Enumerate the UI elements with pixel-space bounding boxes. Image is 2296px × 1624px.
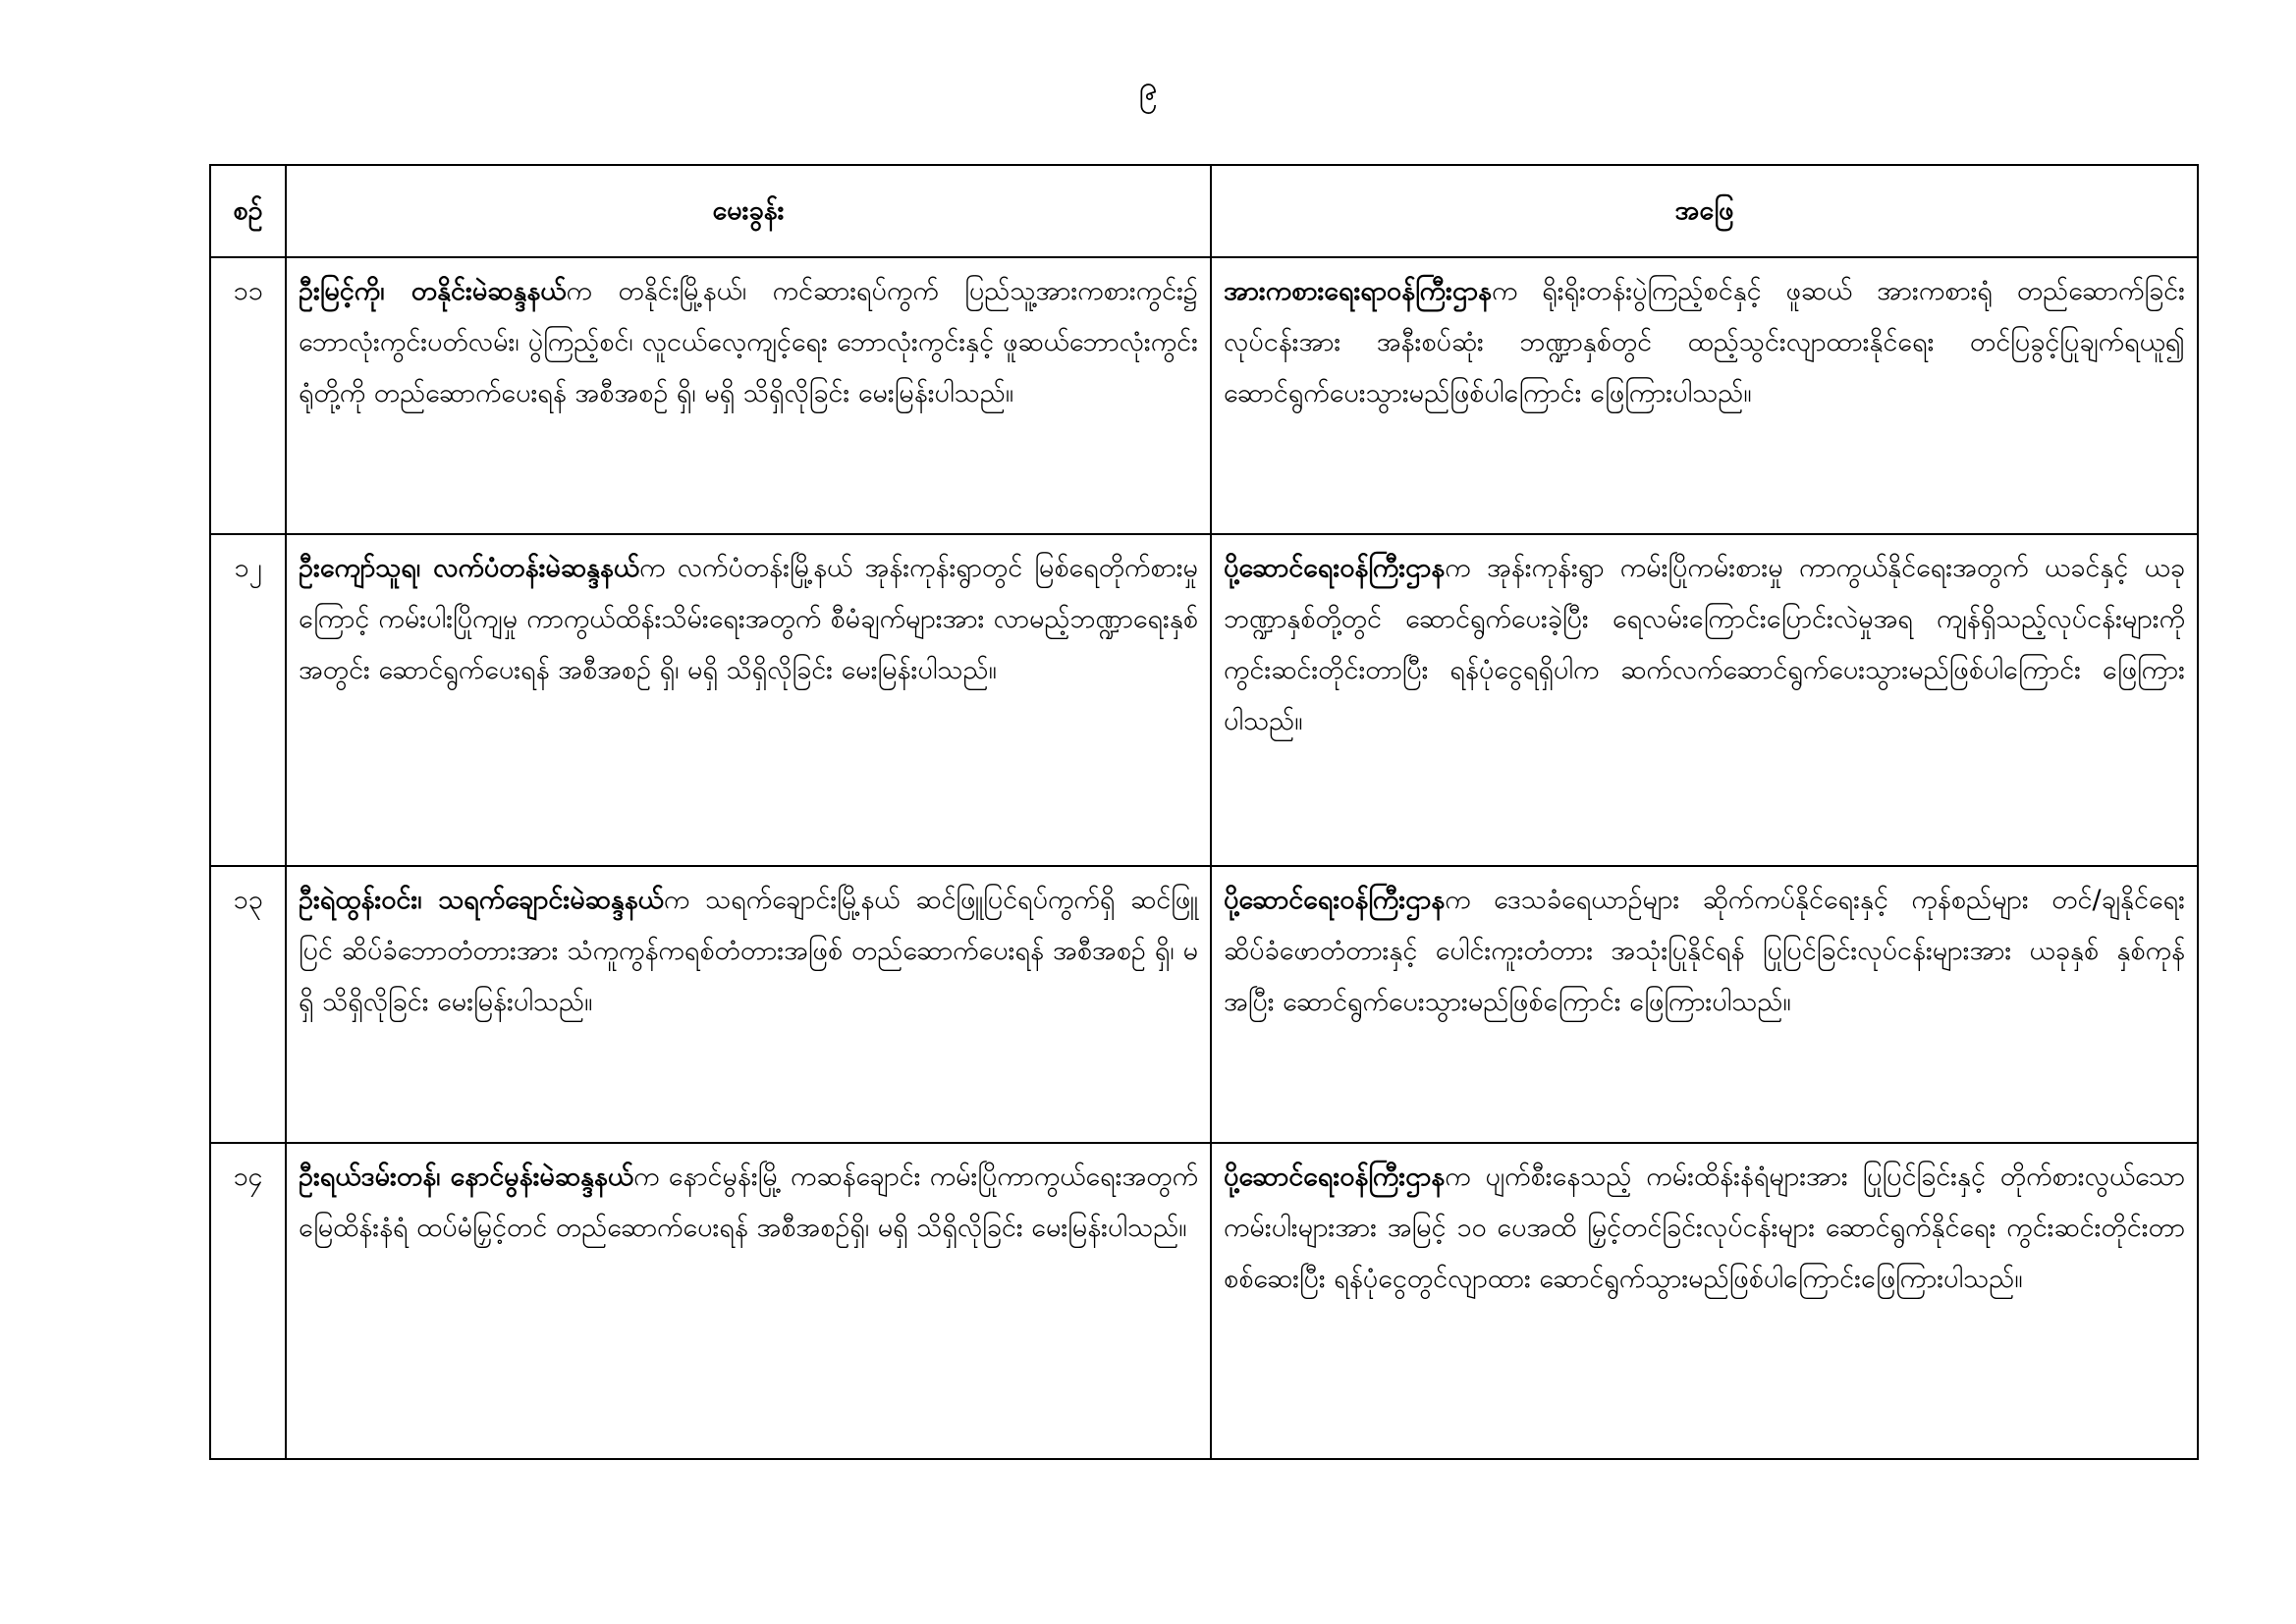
ministry-name: ပို့ဆောင်ရေးဝန်ကြီးဌာန <box>1224 885 1446 915</box>
answer-text: က ရိုးရိုးတန်းပွဲကြည့်စင်နှင့် ဖူဆယ် အားကစားရုံ တည်ဆောက်ခြင်းလုပ်ငန်းအား အနီးစပ်ဆုံး ဘဏ္ဍာနှစ်တွင် ထည့်သွင်းလျာထားနိုင်ရေး တင်ပြခွင့်ပြုချက်ရယူ၍ ဆောင်ရွက်ပေးသွားမည်ဖြစ်ပါကြောင်း ဖြေကြားပါသည်။ <box>1224 276 2185 408</box>
header-answer: အဖြေ <box>1211 165 2198 257</box>
question-text: က တနိုင်းမြို့နယ်၊ ကင်ဆားရပ်ကွက် ပြည်သူ့အားကစားကွင်း၌ ဘောလုံးကွင်းပတ်လမ်း၊ ပွဲကြည့်စင်၊ လူငယ်လေ့ကျင့်ရေး ဘောလုံးကွင်းနှင့် ဖူဆယ်ဘောလုံးကွင်းရုံတို့ကို တည်ဆောက်ပေးရန် အစီအစဉ် ရှိ၊ မရှိ သိရှိလိုခြင်း မေးမြန်းပါသည်။ <box>299 276 1198 408</box>
question-cell <box>286 534 1211 866</box>
answer-cell <box>1211 534 2198 866</box>
row-serial: ၁၃ <box>210 866 286 1143</box>
question-text: က နောင်မွန်းမြို့ ကဆန်ချောင်း ကမ်းပြိုကာကွယ်ရေးအတွက် မြေထိန်းနံရံ ထပ်မံမြှင့်တင် တည်ဆောက်ပေးရန် အစီအစဉ်ရှိ၊ မရှိ သိရှိလိုခြင်း မေးမြန်းပါသည်။ <box>299 1162 1198 1243</box>
table-row <box>210 534 2198 866</box>
table-header-row <box>210 165 2198 257</box>
question-cell <box>286 866 1211 1143</box>
ministry-name: ပို့ဆောင်ရေးဝန်ကြီးဌာန <box>1224 1162 1446 1192</box>
question-text: က လက်ပံတန်းမြို့နယ် အုန်းကုန်းရွာတွင် မြစ်ရေတိုက်စားမှုကြောင့် ကမ်းပါးပြိုကျမှု ကာကွယ်ထိန်းသိမ်းရေးအတွက် စီမံချက်များအား လာမည့်ဘဏ္ဍာရေးနှစ်အတွင်း ဆောင်ရွက်ပေးရန် အစီအစဉ် ရှိ၊ မရှိ သိရှိလိုခြင်း မေးမြန်းပါသည်။ <box>299 553 1198 685</box>
header-question: မေးခွန်း <box>286 165 1211 257</box>
ministry-name: အားကစားရေးရာဝန်ကြီးဌာန <box>1224 276 1492 306</box>
table-row <box>210 1143 2198 1459</box>
page-number: ၉ <box>1138 69 1158 108</box>
question-cell <box>286 1143 1211 1459</box>
header-serial: စဉ် <box>210 165 286 257</box>
table-row <box>210 866 2198 1143</box>
questioner-name: ဦးကျော်သူရ၊ လက်ပံတန်းမဲဆန္ဒနယ် <box>299 553 640 583</box>
ministry-name: ပို့ဆောင်ရေးဝန်ကြီးဌာန <box>1224 553 1446 583</box>
answer-text: က ဒေသခံရေယာဉ်များ ဆိုက်ကပ်နိုင်ရေးနှင့် ကုန်စည်များ တင်/ချနိုင်ရေး ဆိပ်ခံဖောတံတားနှင့် ပေါင်းကူးတံတား အသုံးပြုနိုင်ရန် ပြုပြင်ခြင်းလုပ်ငန်းများအား ယခုနှစ် နှစ်ကုန်အပြီး ဆောင်ရွက်ပေးသွားမည်ဖြစ်ကြောင်း ဖြေကြားပါသည်။ <box>1224 885 2185 1017</box>
row-serial: ၁၁ <box>210 257 286 534</box>
table-row <box>210 257 2198 534</box>
answer-cell <box>1211 1143 2198 1459</box>
questioner-name: ဦးရယ်ဒမ်းတန်၊ နောင်မွန်းမဲဆန္ဒနယ် <box>299 1162 634 1192</box>
row-serial: ၁၄ <box>210 1143 286 1459</box>
questioner-name: ဦးရဲထွန်းဝင်း၊ သရက်ချောင်းမဲဆန္ဒနယ် <box>299 885 664 915</box>
questioner-name: ဦးမြင့်ကို၊ တနိုင်းမဲဆန္ဒနယ် <box>299 276 567 306</box>
question-cell <box>286 257 1211 534</box>
question-answer-table <box>209 164 2199 1460</box>
answer-text: က အုန်းကုန်းရွာ ကမ်းပြိုကမ်းစားမှု ကာကွယ်နိုင်ရေးအတွက် ယခင်နှင့် ယခုဘဏ္ဍာနှစ်တို့တွင် ဆောင်ရွက်ပေးခဲ့ပြီး ရေလမ်းကြောင်းပြောင်းလဲမှုအရ ကျန်ရှိသည့်လုပ်ငန်းများကို ကွင်းဆင်းတိုင်းတာပြီး ရန်ပုံငွေရရှိပါက ဆက်လက်ဆောင်ရွက်ပေးသွားမည်ဖြစ်ပါကြောင်း ဖြေကြားပါသည်။ <box>1224 553 2185 736</box>
answer-cell <box>1211 866 2198 1143</box>
question-text: က သရက်ချောင်းမြို့နယ် ဆင်ဖြူပြင်ရပ်ကွက်ရှိ ဆင်ဖြူပြင် ဆိပ်ခံဘောတံတားအား သံကူကွန်ကရစ်တံတားအဖြစ် တည်ဆောက်ပေးရန် အစီအစဉ် ရှိ၊ မရှိ သိရှိလိုခြင်း မေးမြန်းပါသည်။ <box>299 885 1198 1017</box>
answer-text: က ပျက်စီးနေသည့် ကမ်းထိန်းနံရံများအား ပြုပြင်ခြင်းနှင့် တိုက်စားလွယ်သောကမ်းပါးများအား အမြင့် ၁၀ ပေအထိ မြှင့်တင်ခြင်းလုပ်ငန်းများ ဆောင်ရွက်နိုင်ရေး ကွင်းဆင်းတိုင်းတာစစ်ဆေးပြီး ရန်ပုံငွေတွင်လျာထား ဆောင်ရွက်သွားမည်ဖြစ်ပါကြောင်းဖြေကြားပါသည်။ <box>1224 1162 2185 1294</box>
row-serial: ၁၂ <box>210 534 286 866</box>
answer-cell <box>1211 257 2198 534</box>
